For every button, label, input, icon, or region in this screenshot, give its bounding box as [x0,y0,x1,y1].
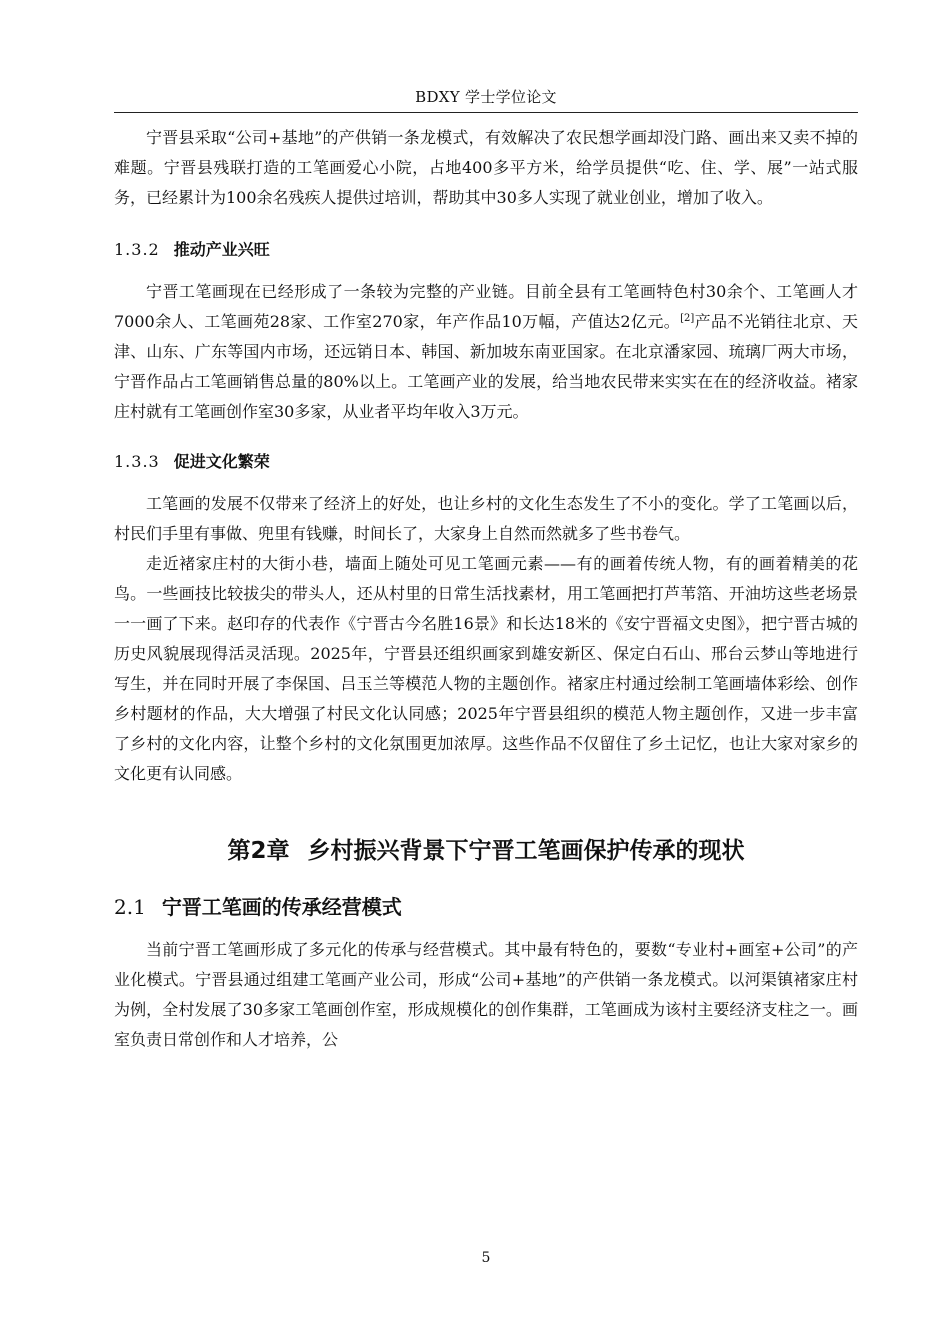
page-number: 5 [481,1250,491,1266]
paragraph-text: 宁晋工笔画现在已经形成了一条较为完整的产业链。目前全县有工笔画特色村30余个、工笔画人才7000余人、工笔画苑28家、工作室270家，年产作品10万幅，产值达2亿元。 [114,282,858,331]
section-heading-1-3-3 [114,447,858,477]
paragraph: 工笔画的发展不仅带来了经济上的好处，也让乡村的文化生态发生了不小的变化。学了工笔画以后，村民们手里有事做、兜里有钱赚，时间长了，大家身上自然而然就多了些书卷气。 [114,494,858,543]
paragraph [114,277,858,427]
running-header: BDXY 学士学位论文 [415,88,557,106]
section-number: 1.3.3 [114,452,160,471]
body-text [114,123,858,1055]
chapter-number: 第2章 [227,838,290,864]
section-title: 宁晋工笔画的传承经营模式 [161,895,402,919]
paragraph: 当前宁晋工笔画形成了多元化的传承与经营模式。其中最有特色的，要数“专业村+画室+公司”的产业化模式。宁晋县通过组建工笔画产业公司，形成“公司+基地”的产供销一条龙模式。以河渠镇褚家庄村为例，全村发展了30多家工笔画创作室，形成规模化的创作集群，工笔画成为该村主要经济支柱之一。画室负责日常创作和人才培养，公 [114,940,858,1049]
section-heading-1-3-2 [114,235,858,265]
chapter-heading [114,833,858,869]
header-rule [114,112,858,113]
section-heading-2-1 [114,891,858,923]
citation-marker: [2] [680,313,695,324]
paragraph-text: 产品不光销往北京、天津、山东、广东等国内市场，还远销日本、韩国、新加坡东南亚国家。在北京潘家园、琉璃厂两大市场，宁晋作品占工笔画销售总量的80%以上。工笔画产业的发展，给当地农民带来实实在在的经济收益。褚家庄村就有工笔画创作室30多家，从业者平均年收入3万元。 [114,312,858,421]
paragraph: 走近褚家庄村的大街小巷，墙面上随处可见工笔画元素——有的画着传统人物，有的画着精美的花鸟。一些画技比较拔尖的带头人，还从村里的日常生活找素材，用工笔画把打芦苇箔、开油坊这些老场景一一画了下来。赵印存的代表作《宁晋古今名胜16景》和长达18米的《安宁晋福文史图》，把宁晋古城的历史风貌展现得活灵活现。2025年，宁晋县还组织画家到雄安新区、保定白石山、邢台云梦山等地进行写生，并在同时开展了李保国、吕玉兰等模范人物的主题创作。褚家庄村通过绘制工笔画墙体彩绘、创作乡村题材的作品，大大增强了村民文化认同感；2025年宁晋县组织的模范人物主题创作，又进一步丰富了乡村的文化内容，让整个乡村的文化氛围更加浓厚。这些作品不仅留住了乡土记忆，也让大家对家乡的文化更有认同感。 [114,554,858,783]
paragraph: 宁晋县采取“公司+基地”的产供销一条龙模式，有效解决了农民想学画却没门路、画出来又卖不掉的难题。宁晋县残联打造的工笔画爱心小院，占地400多平方米，给学员提供“吃、住、学、展”一站式服务，已经累计为100余名残疾人提供过培训，帮助其中30多人实现了就业创业，增加了收入。 [114,128,858,207]
section-number: 1.3.2 [114,240,160,259]
section-title: 促进文化繁荣 [173,452,270,471]
chapter-title: 乡村振兴背景下宁晋工笔画保护传承的现状 [307,838,745,864]
section-title: 推动产业兴旺 [173,240,270,259]
section-number: 2.1 [114,895,146,919]
